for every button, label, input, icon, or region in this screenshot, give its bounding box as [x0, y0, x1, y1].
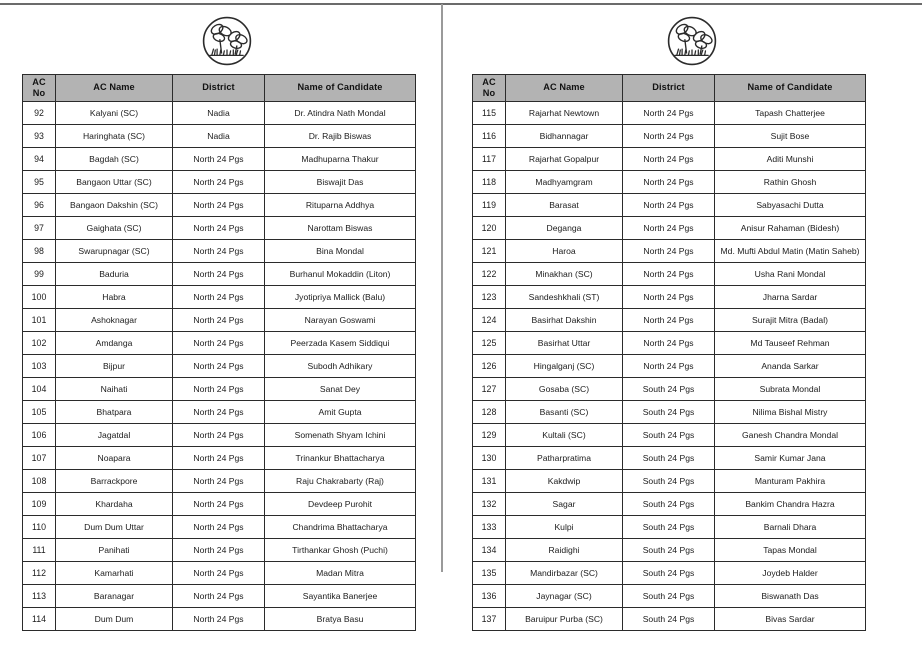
cell-candidate: Tapas Mondal: [715, 538, 866, 561]
table-row: [473, 101, 866, 124]
cell-candidate: Ganesh Chandra Mondal: [715, 423, 866, 446]
table-row: [23, 584, 416, 607]
cell-ac-name: Ashoknagar: [56, 308, 173, 331]
table-row: [23, 147, 416, 170]
cell-candidate: Jyotipriya Mallick (Balu): [265, 285, 416, 308]
table-row: [23, 561, 416, 584]
cell-ac-no: 98: [23, 239, 56, 262]
cell-candidate: Ananda Sarkar: [715, 354, 866, 377]
cell-ac-no: 105: [23, 400, 56, 423]
table-body-left: [23, 101, 416, 630]
table-row: [473, 607, 866, 630]
cell-ac-name: Kamarhati: [56, 561, 173, 584]
cell-district: North 24 Pgs: [173, 331, 265, 354]
cell-ac-no: 131: [473, 469, 506, 492]
cell-ac-name: Kalyani (SC): [56, 101, 173, 124]
table-row: [473, 193, 866, 216]
cell-ac-no: 109: [23, 492, 56, 515]
cell-district: South 24 Pgs: [623, 584, 715, 607]
cell-candidate: Biswajit Das: [265, 170, 416, 193]
cell-ac-name: Khardaha: [56, 492, 173, 515]
cell-ac-name: Sandeshkhali (ST): [506, 285, 623, 308]
flowers-and-grass-emblem-icon: [665, 14, 719, 68]
cell-ac-no: 100: [23, 285, 56, 308]
cell-ac-name: Basanti (SC): [506, 400, 623, 423]
cell-candidate: Madhuparna Thakur: [265, 147, 416, 170]
table-row: [473, 584, 866, 607]
cell-ac-name: Sagar: [506, 492, 623, 515]
cell-candidate: Samir Kumar Jana: [715, 446, 866, 469]
table-row: [473, 492, 866, 515]
table-row: [23, 377, 416, 400]
cell-district: North 24 Pgs: [173, 515, 265, 538]
column-header-candidate: Name of Candidate: [715, 75, 866, 102]
cell-ac-name: Kultali (SC): [506, 423, 623, 446]
cell-ac-name: Dum Dum Uttar: [56, 515, 173, 538]
cell-ac-no: 118: [473, 170, 506, 193]
cell-ac-name: Basirhat Dakshin: [506, 308, 623, 331]
column-header-ac-name: AC Name: [506, 75, 623, 102]
cell-ac-name: Jagatdal: [56, 423, 173, 446]
cell-candidate: Madan Mitra: [265, 561, 416, 584]
table-row: [23, 607, 416, 630]
candidates-table-left: [22, 74, 416, 631]
cell-candidate: Sayantika Banerjee: [265, 584, 416, 607]
cell-district: North 24 Pgs: [173, 469, 265, 492]
cell-ac-no: 96: [23, 193, 56, 216]
cell-candidate: Biswanath Das: [715, 584, 866, 607]
table-row: [23, 538, 416, 561]
cell-ac-no: 132: [473, 492, 506, 515]
table-row: [473, 262, 866, 285]
cell-ac-no: 122: [473, 262, 506, 285]
cell-candidate: Rathin Ghosh: [715, 170, 866, 193]
cell-ac-name: Amdanga: [56, 331, 173, 354]
cell-ac-no: 121: [473, 239, 506, 262]
cell-candidate: Dr. Atindra Nath Mondal: [265, 101, 416, 124]
cell-candidate: Narayan Goswami: [265, 308, 416, 331]
column-header-ac-name: AC Name: [56, 75, 173, 102]
cell-ac-no: 112: [23, 561, 56, 584]
cell-ac-no: 123: [473, 285, 506, 308]
cell-candidate: Sujit Bose: [715, 124, 866, 147]
cell-district: North 24 Pgs: [623, 239, 715, 262]
cell-ac-name: Patharpratima: [506, 446, 623, 469]
cell-ac-name: Haroa: [506, 239, 623, 262]
cell-district: North 24 Pgs: [173, 492, 265, 515]
cell-candidate: Manturam Pakhira: [715, 469, 866, 492]
cell-ac-no: 102: [23, 331, 56, 354]
cell-ac-name: Kakdwip: [506, 469, 623, 492]
cell-ac-name: Gosaba (SC): [506, 377, 623, 400]
table-row: [473, 124, 866, 147]
cell-ac-no: 119: [473, 193, 506, 216]
table-row: [473, 308, 866, 331]
cell-ac-name: Naihati: [56, 377, 173, 400]
cell-district: North 24 Pgs: [623, 216, 715, 239]
emblem-container: [0, 0, 441, 74]
table-header-row: [473, 75, 866, 102]
cell-candidate: Burhanul Mokaddin (Liton): [265, 262, 416, 285]
cell-district: North 24 Pgs: [173, 423, 265, 446]
table-row: [23, 193, 416, 216]
table-row: [23, 170, 416, 193]
cell-ac-no: 134: [473, 538, 506, 561]
table-row: [23, 354, 416, 377]
cell-ac-no: 124: [473, 308, 506, 331]
cell-district: North 24 Pgs: [173, 538, 265, 561]
cell-district: Nadia: [173, 101, 265, 124]
emblem-container: [443, 0, 922, 74]
cell-ac-no: 93: [23, 124, 56, 147]
cell-ac-no: 135: [473, 561, 506, 584]
cell-ac-no: 129: [473, 423, 506, 446]
table-row: [23, 216, 416, 239]
cell-ac-no: 107: [23, 446, 56, 469]
cell-candidate: Somenath Shyam Ichini: [265, 423, 416, 446]
cell-ac-name: Kulpi: [506, 515, 623, 538]
cell-candidate: Md. Mufti Abdul Matin (Matin Saheb): [715, 239, 866, 262]
cell-ac-no: 92: [23, 101, 56, 124]
cell-ac-no: 113: [23, 584, 56, 607]
cell-candidate: Surajit Mitra (Badal): [715, 308, 866, 331]
table-row: [23, 446, 416, 469]
table-row: [473, 331, 866, 354]
cell-ac-name: Swarupnagar (SC): [56, 239, 173, 262]
cell-district: North 24 Pgs: [623, 308, 715, 331]
cell-candidate: Sanat Dey: [265, 377, 416, 400]
cell-candidate: Subrata Mondal: [715, 377, 866, 400]
table-row: [23, 400, 416, 423]
cell-ac-no: 106: [23, 423, 56, 446]
cell-ac-no: 97: [23, 216, 56, 239]
cell-district: South 24 Pgs: [623, 377, 715, 400]
cell-ac-name: Deganga: [506, 216, 623, 239]
cell-ac-name: Baruipur Purba (SC): [506, 607, 623, 630]
cell-ac-name: Noapara: [56, 446, 173, 469]
cell-district: North 24 Pgs: [173, 607, 265, 630]
column-header-district: District: [173, 75, 265, 102]
cell-candidate: Narottam Biswas: [265, 216, 416, 239]
cell-ac-name: Barasat: [506, 193, 623, 216]
table-row: [473, 216, 866, 239]
cell-district: North 24 Pgs: [173, 170, 265, 193]
cell-candidate: Aditi Munshi: [715, 147, 866, 170]
cell-candidate: Peerzada Kasem Siddiqui: [265, 331, 416, 354]
table-header-row: [23, 75, 416, 102]
cell-candidate: Sabyasachi Dutta: [715, 193, 866, 216]
cell-district: North 24 Pgs: [623, 101, 715, 124]
cell-district: North 24 Pgs: [173, 400, 265, 423]
cell-ac-no: 137: [473, 607, 506, 630]
cell-ac-no: 94: [23, 147, 56, 170]
table-row: [23, 124, 416, 147]
cell-ac-no: 103: [23, 354, 56, 377]
right-table-holder: [443, 74, 922, 631]
cell-district: North 24 Pgs: [173, 147, 265, 170]
table-row: [23, 308, 416, 331]
cell-candidate: Md Tauseef Rehman: [715, 331, 866, 354]
column-header-district: District: [623, 75, 715, 102]
cell-ac-no: 104: [23, 377, 56, 400]
cell-candidate: Bratya Basu: [265, 607, 416, 630]
cell-district: South 24 Pgs: [623, 400, 715, 423]
cell-ac-no: 114: [23, 607, 56, 630]
table-row: [23, 262, 416, 285]
cell-ac-name: Bangaon Dakshin (SC): [56, 193, 173, 216]
table-row: [23, 239, 416, 262]
table-row: [473, 170, 866, 193]
cell-ac-no: 126: [473, 354, 506, 377]
cell-district: South 24 Pgs: [623, 423, 715, 446]
cell-ac-name: Habra: [56, 285, 173, 308]
table-row: [473, 561, 866, 584]
cell-ac-no: 115: [473, 101, 506, 124]
cell-candidate: Barnali Dhara: [715, 515, 866, 538]
cell-ac-no: 110: [23, 515, 56, 538]
table-row: [23, 331, 416, 354]
cell-ac-no: 101: [23, 308, 56, 331]
cell-district: North 24 Pgs: [623, 331, 715, 354]
cell-ac-no: 117: [473, 147, 506, 170]
cell-ac-name: Baduria: [56, 262, 173, 285]
cell-candidate: Bankim Chandra Hazra: [715, 492, 866, 515]
cell-district: North 24 Pgs: [173, 239, 265, 262]
cell-ac-no: 108: [23, 469, 56, 492]
cell-ac-name: Hingalganj (SC): [506, 354, 623, 377]
cell-ac-no: 133: [473, 515, 506, 538]
cell-ac-name: Bangaon Uttar (SC): [56, 170, 173, 193]
cell-candidate: Usha Rani Mondal: [715, 262, 866, 285]
cell-ac-no: 125: [473, 331, 506, 354]
cell-candidate: Bina Mondal: [265, 239, 416, 262]
cell-candidate: Subodh Adhikary: [265, 354, 416, 377]
cell-candidate: Tapash Chatterjee: [715, 101, 866, 124]
table-row: [473, 377, 866, 400]
cell-candidate: Amit Gupta: [265, 400, 416, 423]
cell-ac-name: Bagdah (SC): [56, 147, 173, 170]
cell-ac-no: 111: [23, 538, 56, 561]
cell-district: North 24 Pgs: [173, 584, 265, 607]
flowers-and-grass-emblem-icon: [200, 14, 254, 68]
cell-ac-name: Jaynagar (SC): [506, 584, 623, 607]
cell-ac-name: Mandirbazar (SC): [506, 561, 623, 584]
cell-district: North 24 Pgs: [623, 193, 715, 216]
table-row: [23, 285, 416, 308]
cell-district: North 24 Pgs: [623, 147, 715, 170]
cell-district: North 24 Pgs: [173, 262, 265, 285]
column-header-ac-no: AC No: [23, 75, 56, 102]
cell-district: North 24 Pgs: [623, 285, 715, 308]
cell-district: North 24 Pgs: [173, 377, 265, 400]
cell-district: South 24 Pgs: [623, 446, 715, 469]
cell-ac-no: 127: [473, 377, 506, 400]
candidates-table-right: [472, 74, 866, 631]
cell-district: North 24 Pgs: [623, 354, 715, 377]
cell-district: North 24 Pgs: [623, 170, 715, 193]
table-row: [473, 147, 866, 170]
table-row: [473, 515, 866, 538]
cell-ac-no: 95: [23, 170, 56, 193]
table-row: [23, 492, 416, 515]
column-header-candidate: Name of Candidate: [265, 75, 416, 102]
cell-district: North 24 Pgs: [173, 446, 265, 469]
table-row: [23, 101, 416, 124]
cell-candidate: Devdeep Purohit: [265, 492, 416, 515]
cell-candidate: Trinankur Bhattacharya: [265, 446, 416, 469]
cell-district: North 24 Pgs: [173, 285, 265, 308]
cell-ac-name: Barrackpore: [56, 469, 173, 492]
table-body-right: [473, 101, 866, 630]
cell-district: South 24 Pgs: [623, 492, 715, 515]
cell-candidate: Dr. Rajib Biswas: [265, 124, 416, 147]
cell-ac-no: 116: [473, 124, 506, 147]
cell-candidate: Joydeb Halder: [715, 561, 866, 584]
cell-ac-name: Madhyamgram: [506, 170, 623, 193]
cell-district: South 24 Pgs: [623, 607, 715, 630]
table-row: [473, 469, 866, 492]
cell-ac-no: 99: [23, 262, 56, 285]
cell-district: South 24 Pgs: [623, 515, 715, 538]
cell-district: South 24 Pgs: [623, 469, 715, 492]
column-header-ac-no: AC No: [473, 75, 506, 102]
cell-ac-name: Panihati: [56, 538, 173, 561]
cell-district: North 24 Pgs: [173, 308, 265, 331]
left-table-holder: [0, 74, 441, 631]
table-row: [23, 423, 416, 446]
table-row: [473, 354, 866, 377]
cell-district: North 24 Pgs: [173, 561, 265, 584]
cell-candidate: Bivas Sardar: [715, 607, 866, 630]
cell-candidate: Rituparna Addhya: [265, 193, 416, 216]
cell-district: North 24 Pgs: [173, 193, 265, 216]
cell-candidate: Raju Chakrabarty (Raj): [265, 469, 416, 492]
cell-candidate: Nilima Bishal Mistry: [715, 400, 866, 423]
cell-ac-name: Bhatpara: [56, 400, 173, 423]
table-row: [23, 469, 416, 492]
cell-district: North 24 Pgs: [173, 354, 265, 377]
cell-ac-no: 130: [473, 446, 506, 469]
cell-district: Nadia: [173, 124, 265, 147]
cell-candidate: Anisur Rahaman (Bidesh): [715, 216, 866, 239]
table-row: [473, 423, 866, 446]
cell-district: South 24 Pgs: [623, 561, 715, 584]
cell-ac-no: 120: [473, 216, 506, 239]
cell-ac-no: 128: [473, 400, 506, 423]
cell-ac-name: Haringhata (SC): [56, 124, 173, 147]
cell-ac-name: Bijpur: [56, 354, 173, 377]
cell-ac-name: Minakhan (SC): [506, 262, 623, 285]
cell-district: North 24 Pgs: [623, 262, 715, 285]
cell-candidate: Chandrima Bhattacharya: [265, 515, 416, 538]
cell-district: South 24 Pgs: [623, 538, 715, 561]
table-row: [473, 538, 866, 561]
cell-ac-name: Dum Dum: [56, 607, 173, 630]
cell-ac-name: Basirhat Uttar: [506, 331, 623, 354]
cell-district: North 24 Pgs: [173, 216, 265, 239]
table-row: [473, 446, 866, 469]
cell-ac-no: 136: [473, 584, 506, 607]
cell-ac-name: Rajarhat Newtown: [506, 101, 623, 124]
cell-ac-name: Raidighi: [506, 538, 623, 561]
table-row: [473, 400, 866, 423]
cell-candidate: Tirthankar Ghosh (Puchi): [265, 538, 416, 561]
cell-district: North 24 Pgs: [623, 124, 715, 147]
table-row: [473, 239, 866, 262]
cell-ac-name: Rajarhat Gopalpur: [506, 147, 623, 170]
cell-ac-name: Bidhannagar: [506, 124, 623, 147]
left-page: [0, 0, 441, 631]
table-row: [473, 285, 866, 308]
cell-ac-name: Gaighata (SC): [56, 216, 173, 239]
cell-ac-name: Baranagar: [56, 584, 173, 607]
table-row: [23, 515, 416, 538]
right-page: [443, 0, 922, 631]
cell-candidate: Jharna Sardar: [715, 285, 866, 308]
